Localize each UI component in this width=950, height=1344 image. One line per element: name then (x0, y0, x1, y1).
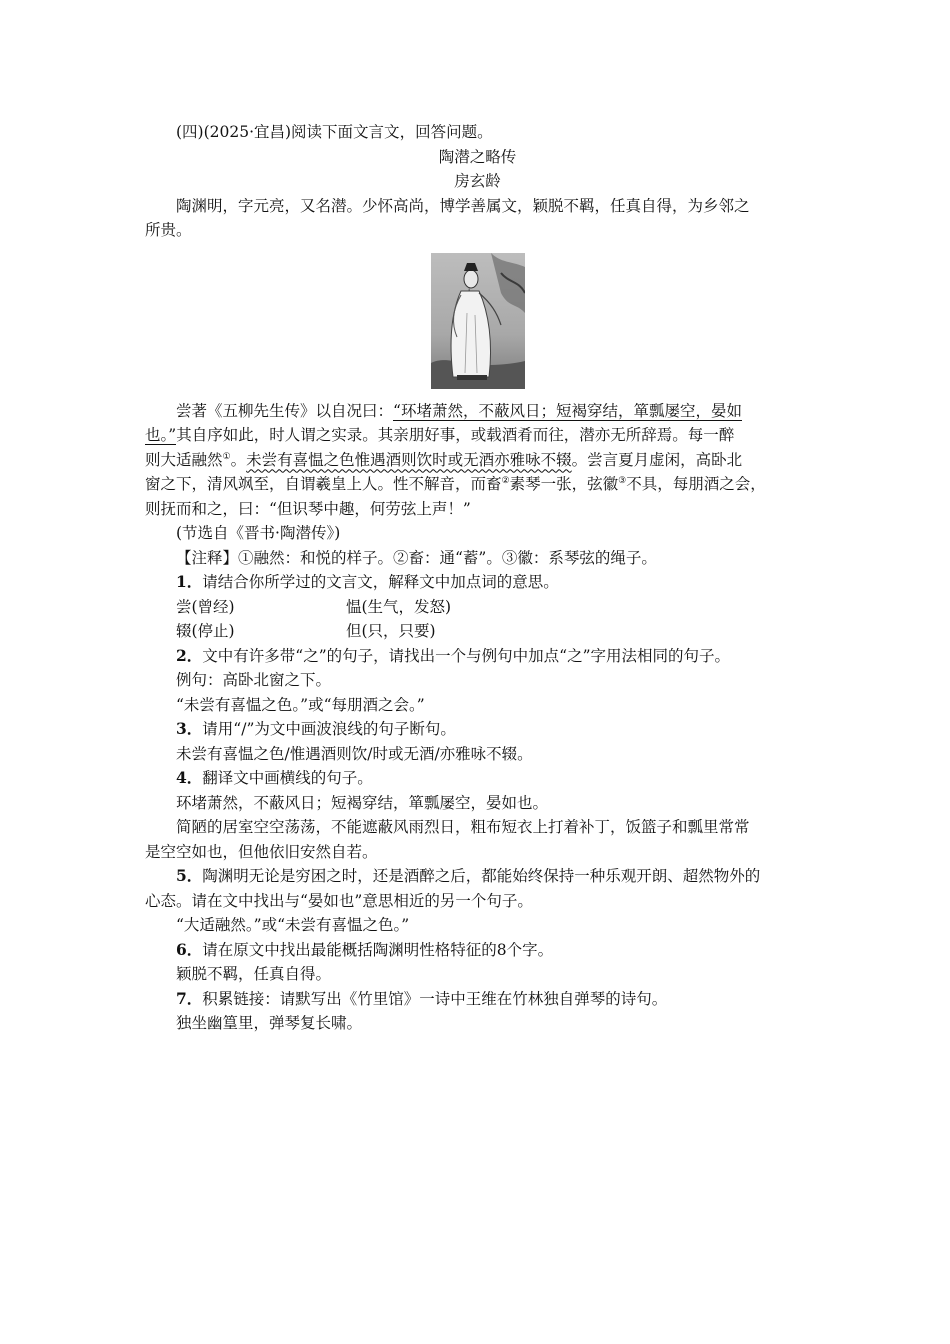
question-text: 陶渊明无论是穷困之时，还是酒醉之后，都能始终保持一种乐观开朗、超然物外的 (202, 867, 761, 885)
note-marker: ③ (618, 475, 627, 486)
question-5 (145, 864, 810, 889)
paragraph-2-line-5: 则抚而和之，曰：“但识琴中趣，何劳弦上声！” (145, 499, 471, 518)
question-text: 请在原文中找出最能概括陶渊明性格特征的8个字。 (202, 940, 554, 959)
note-marker: ② (501, 475, 510, 486)
question-2 (145, 644, 810, 669)
paragraph-2-line-4 (145, 472, 810, 497)
paragraph-1-line-2: 所贵。 (145, 221, 192, 239)
q4-answer-line-1: 简陋的居室空空荡荡，不能遮蔽风雨烈日，粗布短衣上打着补丁，饭篮子和瓢里常常 (176, 818, 750, 836)
text-span: 。 (230, 450, 247, 469)
answer-cell: 尝(曾经) (176, 597, 235, 616)
answer-cell: 愠(生气，发怒) (346, 597, 452, 616)
underlined-sentence: “环堵萧然，不蔽风日；短褐穿结，箪瓢屡空，晏如 (393, 401, 742, 420)
question-5-line-2: 心态。请在文中找出与“晏如也”意思相近的另一个句子。 (145, 891, 533, 910)
question-number: 4． (176, 768, 203, 787)
portrait-figure (145, 253, 810, 389)
q4-sentence: 环堵萧然，不蔽风日；短褐穿结，箪瓢屡空，晏如也。 (176, 793, 549, 812)
document-page (145, 120, 810, 1036)
passage-author: 房玄龄 (454, 172, 501, 190)
q4-answer-line-2: 是空空如也，但他依旧安然自若。 (145, 842, 378, 861)
paragraph-2-line-2 (145, 423, 810, 448)
question-4 (145, 766, 810, 791)
paragraph-2-line-3 (145, 448, 810, 473)
answer-cell: 辍(停止) (176, 622, 235, 640)
text-span: 则大适融然 (145, 450, 223, 469)
passage-title: 陶潜之略传 (438, 147, 517, 166)
question-7 (145, 987, 810, 1012)
source-citation: (节选自《晋书·陶潜传》) (176, 524, 341, 542)
note-marker: ① (222, 451, 231, 462)
question-number: 1． (176, 572, 203, 591)
underlined-sentence-end: 也。” (145, 426, 177, 444)
paragraph-2-line-1 (145, 399, 810, 424)
question-text: 请用“/”为文中画波浪线的句子断句。 (202, 720, 456, 738)
wavy-sentence: 未尝有喜愠之色惟遇酒则饮时或无酒亦雅咏不辍 (246, 450, 572, 469)
text-span: 素琴一张，弦徽 (509, 475, 619, 493)
paragraph-1 (145, 194, 810, 219)
question-text: 文中有许多带“之”的句子，请找出一个与例句中加点“之”字用法相同的句子。 (202, 646, 730, 665)
question-1 (145, 570, 810, 595)
q7-answer: 独坐幽篁里，弹琴复长啸。 (176, 1014, 363, 1032)
q6-answer: 颖脱不羁，任真自得。 (176, 965, 332, 983)
annotations: 【注释】①融然：和悦的样子。②畜：通“蓄”。③徽：系琴弦的绳子。 (176, 548, 657, 567)
question-number: 2． (176, 645, 203, 665)
q5-answer: “大适融然。”或“未尝有喜愠之色。” (176, 916, 410, 934)
question-number: 6． (176, 939, 203, 959)
q1-answer-row-2 (145, 619, 810, 644)
question-number: 7． (176, 988, 203, 1008)
q2-example: 例句：高卧北窗之下。 (176, 671, 332, 689)
question-number: 3． (176, 719, 203, 738)
q3-answer: 未尝有喜愠之色/惟遇酒则饮/时或无酒/亦雅咏不辍。 (176, 744, 533, 763)
question-text: 翻译文中画横线的句子。 (202, 769, 373, 787)
text-span: 其自序如此，时人谓之实录。其亲朋好事，或载酒肴而往，潜亦无所辞焉。每一醉 (176, 426, 735, 444)
text-span: 不具，每朋酒之会， (626, 475, 766, 493)
paragraph-1-line-1: 陶渊明，字元亮，又名潜。少怀高尚，博学善属文，颖脱不羁，任真自得，为乡邻之 (176, 196, 750, 215)
answer-cell: 但(只，只要) (346, 622, 436, 640)
question-3 (145, 717, 810, 742)
q1-answer-row-1 (145, 595, 810, 620)
text-span: 。尝言夏月虚闲，高卧北 (571, 450, 743, 469)
question-text: 积累链接：请默写出《竹里馆》一诗中王维在竹林独自弹琴的诗句。 (202, 989, 668, 1008)
section-header: (四)(2025·宜昌)阅读下面文言文，回答问题。 (176, 123, 493, 141)
text-span: 窗之下，清风飒至，自谓羲皇上人。性不解音，而畜 (145, 475, 502, 493)
question-6 (145, 938, 810, 963)
question-number: 5． (176, 866, 203, 885)
q2-answer: “未尝有喜愠之色。”或“每朋酒之会。” (176, 695, 425, 714)
question-text: 请结合你所学过的文言文，解释文中加点词的意思。 (202, 573, 559, 591)
tao-yuanming-portrait (431, 253, 525, 389)
text-span: 尝著《五柳先生传》以自况曰： (176, 401, 394, 420)
